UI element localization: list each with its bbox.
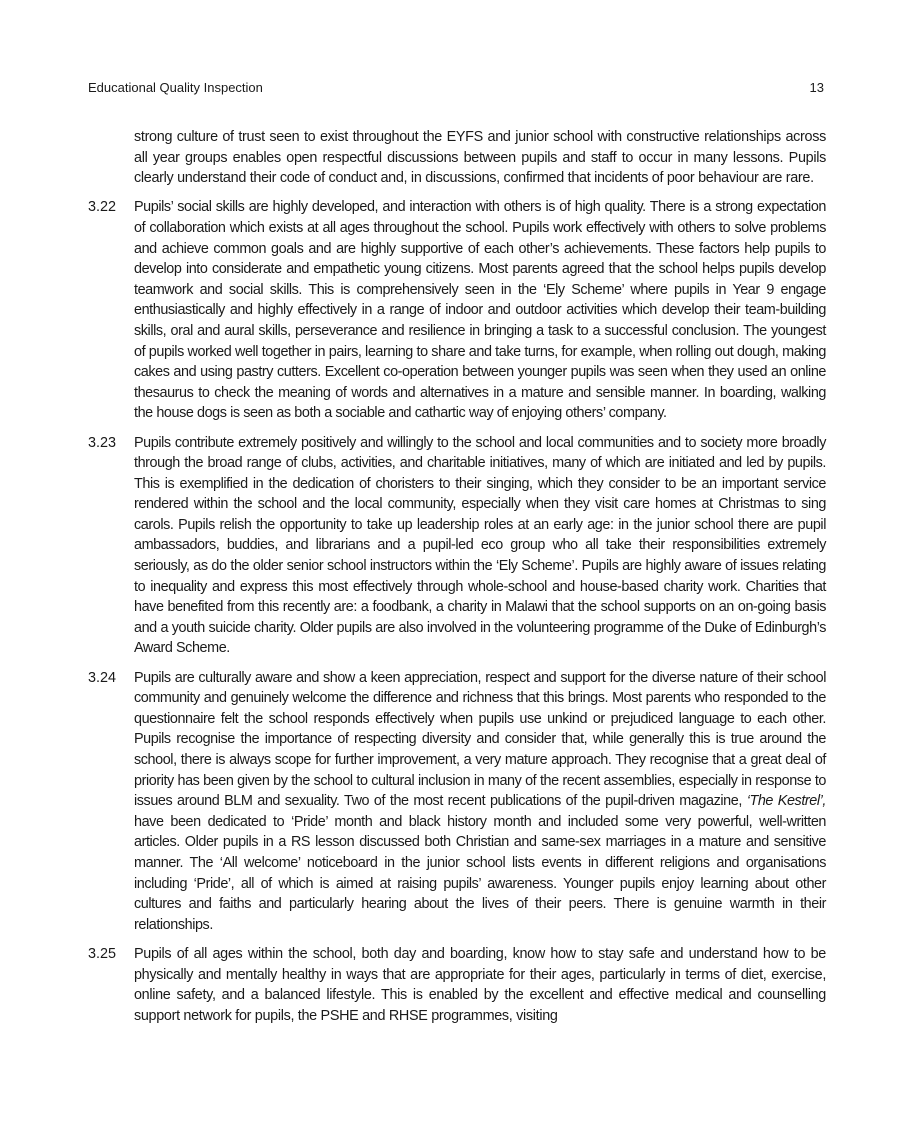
paragraph-number: 3.25 — [88, 945, 117, 962]
document-title: Educational Quality Inspection — [88, 80, 263, 95]
paragraph-text: Pupils contribute extremely positively and willingly to the school and local communities and to society more broadly through the broad range of clubs, activities, and charitable initiatives, many of which are initiated and led by pupils. This is exemplified in the dedication of choristers to their singing, which they consider to be an important service rendered within the school and the local community, especially when they visit care homes at Christmas to sing carols. Pupils relish the opportunity to take up leadership roles at an early age: in the junior school there are pupil ambassadors, buddies, and librarians and a pupil-led eco group who all take their responsibilities extremely seriously, as do the older senior school instructors within the ‘Ely Scheme’. Pupils are highly aware of issues relating to inequality and express this most effectively through whole-school and house-based charity work. Charities that have benefited from this recently are: a foodbank, a charity in Malawi that the school supports on an on-going basis and a youth suicide charity. Older pupils are also involved in the volunteering programme of the Duke of Edinburgh’s Award Scheme. — [134, 434, 826, 657]
page-number: 13 — [809, 80, 824, 95]
paragraph-3-22 — [88, 197, 826, 424]
paragraph-text — [134, 668, 826, 936]
paragraph-text: Pupils’ social skills are highly developed, and interaction with others is of high quality. There is a strong expectation of collaboration which exists at all ages throughout the school. Pupils work effectively with others to solve problems and achieve common goals and are highly supportive of each other’s achievements. These factors help pupils to develop into considerate and empathetic young citizens. Most parents agreed that the school helps pupils develop teamwork and social skills. This is comprehensively seen in the ‘Ely Scheme’ where pupils in Year 9 engage enthusiastically and highly effectively in a range of indoor and outdoor activities which develop their team-building skills, oral and aural skills, perseverance and resilience in bringing a task to a successful conclusion. The youngest of pupils worked well together in pairs, learning to share and take turns, for example, when rolling out dough, making cakes and using pastry cutters. Excellent co-operation between younger pupils was seen when they used an online thesaurus to check the meaning of words and alternatives in a mature and sensible manner. In boarding, walking the house dogs is seen as both a sociable and cathartic way of enjoying others’ company. — [134, 199, 826, 422]
paragraph-3-23 — [88, 433, 826, 660]
paragraph-number: 3.24 — [88, 669, 117, 686]
paragraph-3-25 — [88, 944, 826, 1026]
document-body — [88, 127, 826, 1035]
magazine-title: ‘The Kestrel’, — [746, 793, 826, 810]
paragraph-3-24 — [88, 668, 826, 936]
paragraph-text-part: have been dedicated to ‘Pride’ month and black history month and included some very powerful, well-written articles. Older pupils in a RS lesson discussed both Christian and same-sex marriages in a mature and sensitive manner. The ‘All welcome’ noticeboard in the junior school lists events in different religions and organisations including ‘Pride’, all of which is aimed at raising pupils’ awareness. Younger pupils enjoy learning about other cultures and faiths and particularly hearing about the lives of their peers. There is genuine warmth in their relationships. — [134, 813, 826, 933]
paragraph-continued — [88, 127, 826, 189]
paragraph-text: Pupils of all ages within the school, both day and boarding, know how to stay safe and understand how to be physically and mentally healthy in ways that are appropriate for their ages, particularly in terms of diet, exercise, online safety, and a balanced lifestyle. This is enabled by the excellent and effective medical and counselling support network for pupils, the PSHE and RHSE programmes, visiting — [134, 945, 826, 1024]
paragraph-text: strong culture of trust seen to exist throughout the EYFS and junior school with constructive relationships across all year groups enables open respectful discussions between pupils and staff to occur in many lessons. Pupils clearly understand their code of conduct and, in discussions, confirmed that incidents of poor behaviour are rare. — [134, 129, 826, 187]
paragraph-number: 3.22 — [88, 199, 117, 216]
page-header — [88, 79, 826, 97]
paragraph-number: 3.23 — [88, 434, 117, 451]
paragraph-text-part: Pupils are culturally aware and show a keen appreciation, respect and support for the diverse nature of their school community and genuinely welcome the difference and richness that this brings. Most parents who responded to the questionnaire felt the school responds effectively when pupils use unkind or prejudiced language to each other. Pupils recognise the importance of respecting diversity and consider that, while generally this is true around the school, there is always scope for further improvement, a very mature approach. They recognise that a great deal of priority has been given by the school to cultural inclusion in many of the recent assemblies, especially in response to issues around BLM and sexuality. Two of the most recent publications of the pupil-driven magazine, — [134, 669, 826, 810]
